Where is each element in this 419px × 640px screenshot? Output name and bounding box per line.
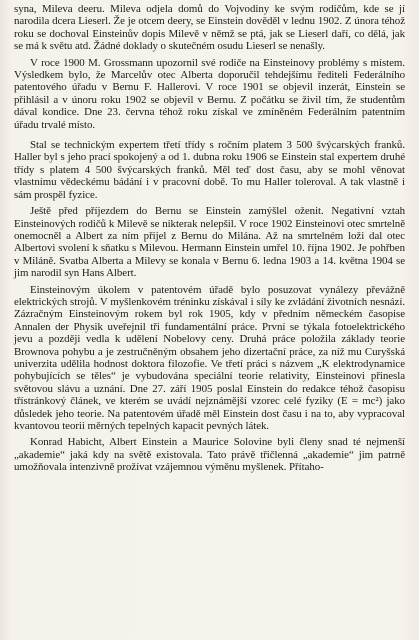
paragraph-2: V roce 1900 M. Grossmann upozornil své rodiče na Einsteinovy problémy s místem. Výsledkem bylo, že Marcelův otec Alberta doporučil tehdejšímu řediteli Federálního patentového úřadu v Bernu F. Hallerovi. V roce 1901 se objevil inzerát, Einstein se přihlásil a v únoru roku 1902 se objevil v Bernu. Z počátku se živil tím, že studentům dával kondice. Dne 23. června téhož roku získal ve zmíněném Federálním patentním úřadu trvalé místo. — [14, 56, 405, 131]
paragraph-6: Konrad Habicht, Albert Einstein a Maurice Solovine byli členy snad té nejmenší „akademie“ jaká kdy na světě existovala. Tato právě třičlenná „akademie“ jim patrně umožňovala intenzivně prožívat vzájemnou výměnu myšlenek. Přítaho- — [14, 436, 405, 474]
paragraph-4: Ještě před příjezdem do Bernu se Einstein zamýšlel oženit. Negativní vztah Einsteinových rodičů k Milevě se nikterak nelepšil. V roce 1902 Einsteinovi otec smrtelně onemocněl a Albert za ním přijel z Bernu do Milána. Až na smrtelném loži dal otec Albertovi svolení k sňatku s Milevou. Hermann Einstein umřel 10. října 1902. Je pohřben v Miláně. Svatba Alberta a Milevy se konala v Bernu 6. ledna 1903 a 14. května 1904 se jim narodil syn Hans Albert. — [14, 205, 405, 280]
paragraph-1: syna, Mileva deeru. Mileva odjela domů do Vojvodiny ke svým rodičům, kde se jí narodila dcera Lieserl. Že je otcem deery, se Einstein dověděl v lednu 1902. Z února téhož roku se dochoval Einsteinův dopis Milevě v němž se ptá, jak se Lieserl daří, co dělá, jak se má k světu atd. Žádné doklady o skutečném osudu Lieserl se nenašly. — [14, 3, 405, 53]
paragraph-3: Stal se technickým expertem třetí třídy s ročním platem 3 500 švýcarských franků. Haller byl s jeho prací spokojený a od 1. dubna roku 1906 se Einstein stal expertem druhé třídy s platem 4 500 švýcarských franků. Měl teď dost času, aby se mohl věnovat vlastnímu vědeckému bádání i v pracovní době. To mu Haller toleroval. A tak vlastně i sám prospěl fyzice. — [14, 139, 405, 201]
paragraph-5: Einsteinovým úkolem v patentovém úřadě bylo posuzovat vynálezy převážně elektrických strojů. V myšlenkovém tréninku získával i síly ke zvládání životních nesnází. Zázračným Einsteinovým rokem byl rok 1905, kdy v předním německém časopise Annalen der Physik uveřejnil tři fundamentální práce. První se týkala fotoelektrického jevu a později vedla k udělení Nobelovy ceny. Druhá práce položila základy teorie Brownova pohybu a je zestručněným obsahem jeho dizertační práce, za níž mu Curyšská univerzita udělila hodnost doktora filozofie. Ve třetí práci s názvem „K elektrodynamice pohybujících se těles“ je vybudována speciální teorie relativity, Einsteinovi přinesla světovou slávu a uznání. Dne 27. září 1905 poslal Einstein do redakce téhož časopisu třístránkový článek, ve kterém se uvádí nejznámější vzorec celé fyziky (E = mc²) jako důsledek jeho teorie. Na patentovém úřadě měl Einstein dost času i na to, aby vypracoval kvantovou teorii měrných tepelných kapacit pevných látek. — [14, 283, 405, 432]
